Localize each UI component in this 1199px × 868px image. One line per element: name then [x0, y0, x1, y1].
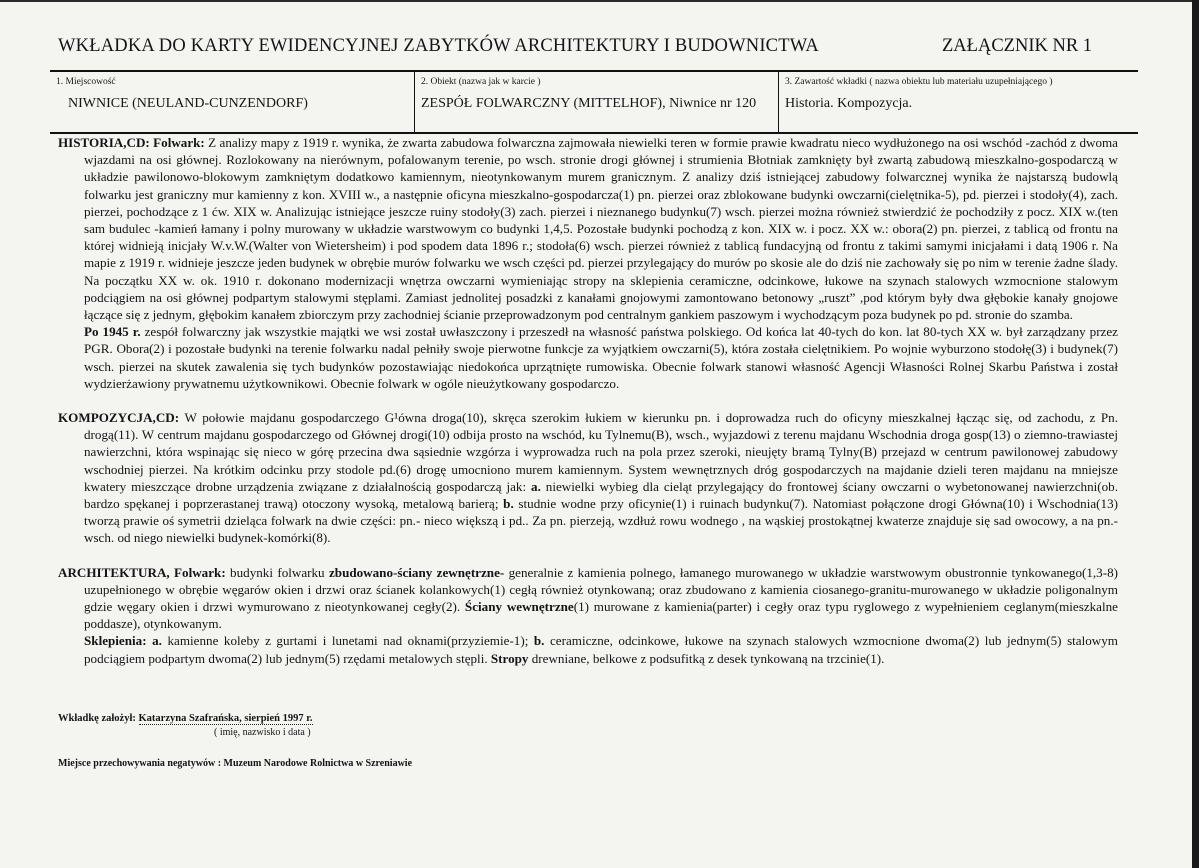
architecture-external-walls: zbudowano-ściany zewnętrzne- [328, 564, 505, 580]
author-label: Wkładkę założył: [58, 713, 136, 724]
history-post-1945-paragraph [58, 323, 1118, 392]
history-paragraph [58, 134, 1118, 323]
field-locality-value: NIWNICE (NEULAND-CUNZENDORF) [68, 96, 308, 111]
architecture-text-2: generalnie z kamienia polnego, łamanego murowanego w układzie warstwowym obustronnie tynkowanego(1,3-8) uzupełnionego w obrębie węgarów okien i drzwi oraz ścianek kolankowych(1) cegłą również otynkowaną; oraz zbudowano z kamienia ciosanego-granitu-murowanego w układzie poligonalnym gdzie węgary okien i drzwi wymurowano z nieotynkowanej cegły(2). [84, 564, 1119, 615]
field-contents-value: Historia. Kompozycja. [785, 96, 913, 111]
author-value: Katarzyna Szafrańska, sierpień 1997 r. [138, 713, 313, 724]
vaults-item-a: a. [152, 633, 162, 649]
vaults-paragraph [58, 632, 1118, 666]
post-1945-heading: Po 1945 r. [84, 324, 141, 340]
composition-text-3: studnie wodne przy oficynie(1) i ruinach budynku(7). Natomiast połączone drogi Główna(10) i Wschodnia(13) tworzą prawie oś symetrii dzieląca folwark na dwie części: pn.- nieco większą i pd.. Za pn. pierzeją, wzdłuż rowu wodnego , na wąskiej prostokątnej kwaterze znajduje się sad owocowy, a na pn.-wsch. od niego niewielki budynek-komórki(8). [84, 496, 1118, 546]
field-locality-label: 1. Miejscowość [56, 77, 116, 87]
architecture-paragraph [58, 564, 1118, 633]
field-contents-label: 3. Zawartość wkładki ( nazwa obiektu lub materiału uzupełniającego ) [785, 77, 1053, 87]
composition-item-b: b. [503, 496, 514, 512]
author-line [58, 713, 313, 724]
header-fields [50, 70, 1138, 134]
composition-text-2: niewielki wybieg dla cieląt przylegający do frontowej ściany owczarni o wybetonowanej nawierzchni(ob. bardzo spękanej i poprzerastanej trawą) otoczony wysoką, metalową barierą; [84, 478, 1119, 512]
field-object-value: ZESPÓŁ FOLWARCZNY (MITTELHOF), Niwnice nr 120 [421, 96, 757, 111]
field-object-label: 2. Obiekt (nazwa jak w karcie ) [421, 77, 541, 87]
negatives-storage: Miejsce przechowywania negatywów : Muzeum Narodowe Rolnictwa w Szreniawie [58, 758, 413, 769]
author-hint: ( imię, nazwisko i data ) [214, 727, 311, 738]
field-contents [778, 72, 1138, 132]
composition-text-1: W połowie majdanu gospodarczego G¹ówna droga(10), skręca szerokim łukiem w kierunku pn. i doprowadza ruch do oficyny mieszkalnej łącząc się, od zachodu, z Pn. drogą(11). W centrum majdanu gospodarczego od Głównej drogi(10) odbija prosto na wschód, ku Tylnemu(B), wsch., wyjazdowi z terenu majdanu Wschodnia droga gosp(13) o ziemno-trawiastej nawierzchni, która wspinając się nieco w górę przecina dwa sąsiednie wzgórza i wyprowadza ruch na pola przez szeroki, nieujęty bramą Tylny(B) przejazd w centrum pawilonowej zabudowy wschodniej pierzei. Na krótkim odcinku przy stodole pd.(6) drogę umocniono murem kamiennym. System wewnętrznych dróg gospodarczych na majdanie dzieli teren majdanu na mniejsze kwatery mieszczące drobne urządzenia związane z działalnością gospodarczą jak: [84, 410, 1118, 494]
history-text: Z analizy mapy z 1919 r. wynika, że zwarta zabudowa folwarczna zajmowała niewielki teren w formie prawie kwadratu nieco wydłużonego na osi wschód -zachód z dwoma wjazdami na osi głównej. Rozlokowany na nierównym, pofalowanym terenie, po wsch. stronie drogi głównej i strumienia Błotniak zamknięty był zwartą zabudową mieszkalno-gospodarczą w układzie pawilonowo-blokowym zamkniętym dodatkowo kamiennym, nieotynkowanym murem granicznym. Z analizy dziś istniejącej zabudowy folwarcznej wynika że najstarszą budowlą folwarku jest graniczny mur kamienny z kon. XVIII w., a następnie oficyna mieszkalno-gospodarcza(1) pn. pierzei oraz zblokowane budynki owczarni(cielętnika-5), pd. pierzei i stodoły(4), zach. pierzei, pochodzące z 1 ćw. XIX w. Analizując istniejące jeszcze ruiny stodoły(3) zach. pierzei i nieznanego budynku(7) wsch. pierzei można również stwierdzić że pochodziły z pocz. XIX w.(ten sam budulec -kamień łamany i polny murowany w układzie warstwowym co budynki 1,4,5. Pozostałe budynki pochodzą z kon. XIX w. i pocz. XX w.: obora(2) pn. pierzei, z tablicą od frontu na której widnieją inicjały W.v.W.(Walter von Wietersheim) i pod spodem data 1896 r.; stodoła(6) wsch. pierzei również z tablicą fundacyjną od frontu z takimi samymi inicjałami i datą 1906 r. Na mapie z 1919 r. widnieje jeszcze jeden budynek w obrębie murów folwarku we wsch części pd. pierzei przylegający do murów po skosie ale do dziś nie zachowały się po nim w terenie żadne ślady. Na początku XX w. ok. 1910 r. dokonano modernizacji wnętrza owczarni wymieniając stropy na sklepienia ceramiczne, odcinkowe, łukowe na szynach stalowych wzmocnione stalowym podciągiem na osi głównej podpartym stalowymi stęplami. Zamiast jednolitej posadzki z kanałami gnojowymi zamontowano betonowy „ruszt” ,pod którym były dwa głębokie kanały gnojowe łączące się z jednym, głębokim kanałem zbiorczym przy zachodniej ścianie przeprowadzonym pod centralnym gankiem paszowym i wychodzącym poza budynek po pd. stronie do szamba. [84, 135, 1118, 323]
architecture-text-3: (1) murowane z kamienia(parter) i cegły oraz typu ryglowego z wypełnieniem ceglanym(mieszkalne poddasze), otynkowanym. [84, 599, 1118, 632]
history-heading: HISTORIA,CD: Folwark: [58, 135, 205, 150]
ceilings-text: drewniane, belkowe z podsufitką z desek tynkowaną na trzcinie(1). [528, 650, 885, 666]
field-object [414, 72, 778, 132]
vaults-text-1: kamienne koleby z gurtami i lunetami nad oknami(przyziemie-1); [161, 633, 534, 649]
vaults-text-2: ceramiczne, odcinkowe, łukowe na szynach stalowych wzmocnione dwoma(2) lub jednym(5) stalowym podciągiem podpartym dwoma(2) lub jednym(5) rzędami metalowych stępli. [84, 633, 1118, 666]
vaults-item-b: b. [533, 633, 545, 649]
architecture-text-1: budynki folwarku [225, 564, 329, 580]
ceilings-heading: Stropy [490, 650, 529, 666]
scan-right-edge [1192, 0, 1199, 868]
vaults-heading: Sklepienia: [84, 633, 147, 649]
document-title: WKŁADKA DO KARTY EWIDENCYJNEJ ZABYTKÓW ARCHITEKTURY I BUDOWNICTWA [58, 36, 819, 56]
post-1945-text: zespół folwarczny jak wszystkie majątki we wsi został uwłaszczony i przeszedł na własność państwa polskiego. Od końca lat 40-tych do kon. lat 80-tych XX w. był zarządzany przez PGR. Obora(2) i pozostałe budynki na terenie folwarku nadal pełniły swoje pierwotne funkcje za wyjątkiem owczarni(5), która została cielętnikiem. Po wojnie wyburzono stodołę(3) i budynek(7) wsch. pierzei na skutek zawalenia się tych budynków pozostawiając niedokońca uprzątnięte rumowiska. Obecnie folwark stanowi własność Agencji Własności Rolnej Skarbu Państwa i został wydzierżawiony prywatnemu użytkownikowi. Obecnie folwark w ogóle nieużytkowany gospodarczo. [84, 324, 1118, 391]
composition-paragraph [58, 409, 1118, 547]
composition-heading: KOMPOZYCJA,CD: [58, 410, 180, 426]
field-locality [50, 72, 414, 132]
annex-number: ZAŁĄCZNIK NR 1 [942, 36, 1093, 56]
architecture-heading: ARCHITEKTURA, Folwark: [58, 564, 226, 580]
architecture-internal-walls: Ściany wewnętrzne [464, 599, 574, 615]
scan-top-edge [0, 0, 1199, 2]
composition-item-a: a. [531, 478, 541, 494]
document-body [58, 134, 1118, 667]
